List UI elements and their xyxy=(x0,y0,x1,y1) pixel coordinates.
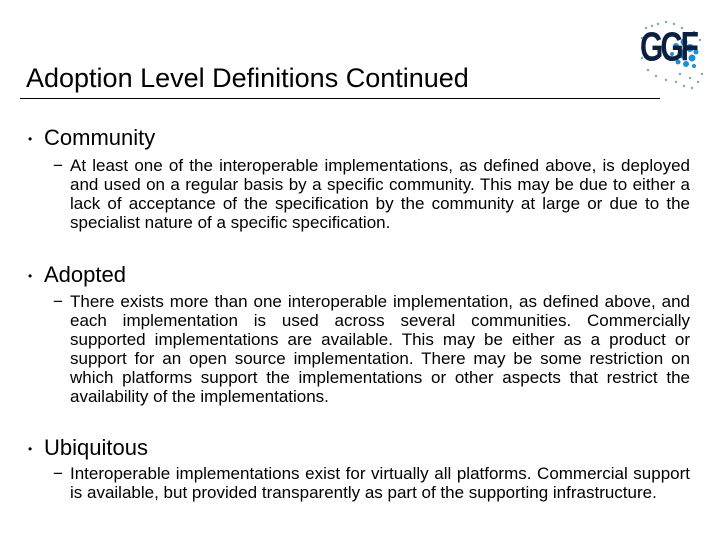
logo-lettering: GGF xyxy=(640,24,696,70)
bullet-marker: • xyxy=(28,442,33,456)
sub-bullet-dash: − xyxy=(53,156,63,175)
item-heading: Adopted xyxy=(44,262,126,287)
item-description: Interoperable implementations exist for virtually all platforms. Commercial support is available, but provided transparently as part of the supporting infrastructure. xyxy=(70,464,690,502)
bullet-marker: • xyxy=(28,269,33,283)
sub-bullet-dash: − xyxy=(53,292,63,311)
item-description: There exists more than one interoperable implementation, as defined above, and each implementation is used across several communities. Commercially supported implementations are available. This may be either as a product or support for an open source implementation. There may be some restriction on which platforms support the implementations or other aspects that restrict the availability of the implementations. xyxy=(70,292,690,406)
bullet-marker: • xyxy=(28,132,33,146)
item-description: At least one of the interoperable implementations, as defined above, is deployed and used on a regular basis by a specific community. This may be due to either a lack of acceptance of the specification by the community at large or due to the specialist nature of a specific specification. xyxy=(70,156,690,232)
sub-bullet-dash: − xyxy=(53,464,63,483)
item-heading: Community xyxy=(44,125,156,150)
title-divider xyxy=(20,98,660,99)
page-title: Adoption Level Definitions Continued xyxy=(26,63,469,93)
item-heading: Ubiquitous xyxy=(44,435,148,460)
ggf-logo-graphic xyxy=(636,12,706,92)
ggf-logo xyxy=(636,12,706,92)
